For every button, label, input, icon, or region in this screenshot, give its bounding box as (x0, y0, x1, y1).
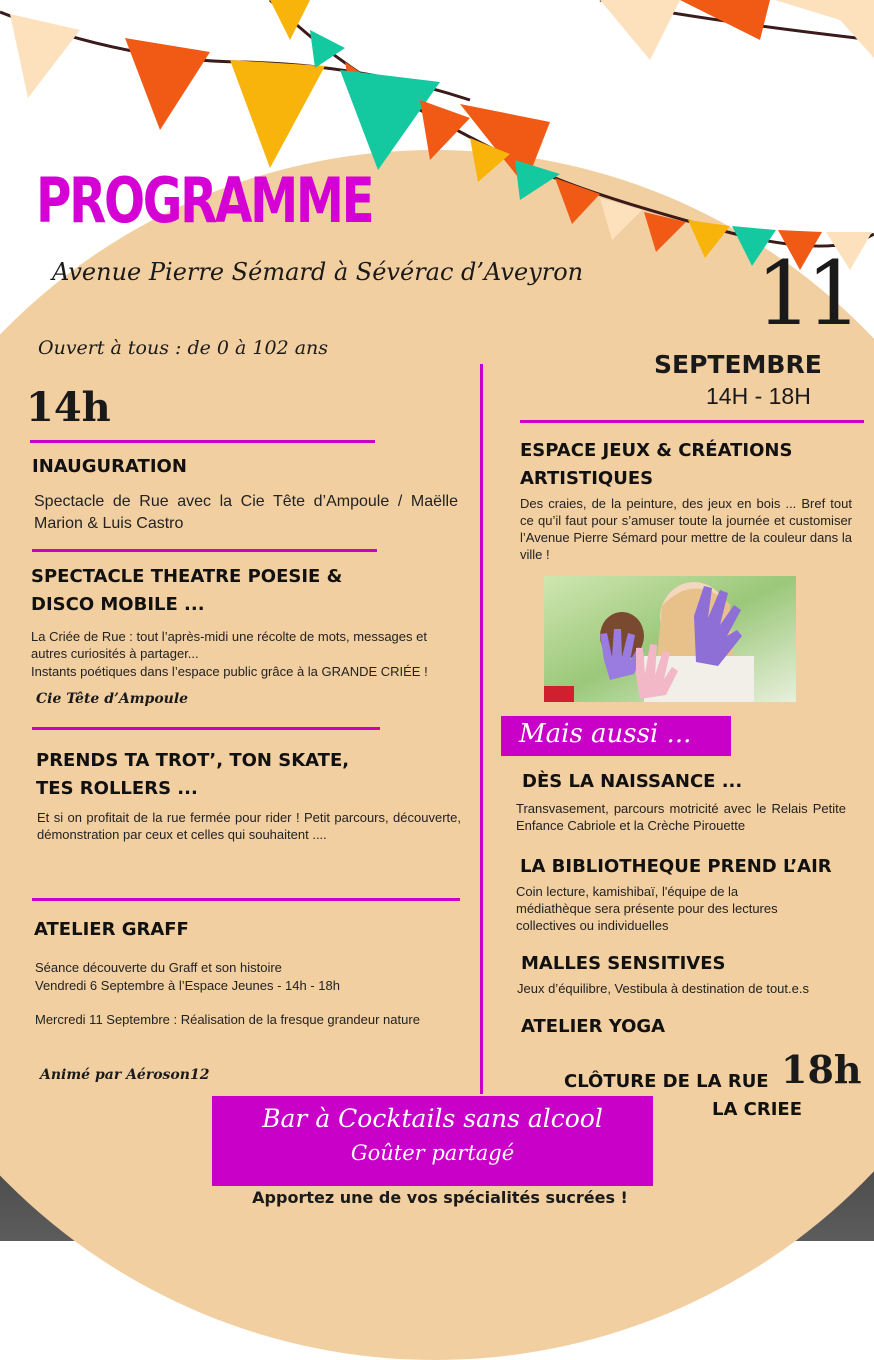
inauguration-text: Spectacle de Rue avec la Cie Tête d’Ampoule / Maëlle Marion & Luis Castro (34, 493, 458, 532)
date-month: SEPTEMBRE (654, 350, 822, 379)
skate-heading-line2: TES ROLLERS ... (36, 778, 198, 799)
graff-text-2: Vendredi 6 Septembre à l’Espace Jeunes - 14h - 18h (35, 978, 340, 993)
theatre-text: La Criée de Rue : tout l’après-midi une récolte de mots, messages et autres curiosités à partager... (31, 629, 427, 661)
jeux-heading-line2: ARTISTIQUES (520, 468, 654, 489)
closing-criee: LA CRIEE (712, 1099, 803, 1120)
mais-aussi-banner: Mais aussi ... (501, 716, 731, 756)
graff-text-3: Mercredi 11 Septembre : Réalisation de la fresque grandeur nature (35, 1012, 420, 1027)
divider (30, 440, 375, 443)
yoga-heading: ATELIER YOGA (521, 1016, 666, 1037)
divider (32, 549, 377, 552)
date-hours: 14H - 18H (706, 383, 811, 409)
graff-text-1: Séance découverte du Graff et son histoire (35, 960, 282, 975)
page-subtitle: Avenue Pierre Sémard à Sévérac d’Aveyron (52, 258, 584, 286)
start-time: 14h (26, 384, 111, 431)
bar-line-1: Bar à Cocktails sans alcool (262, 1104, 603, 1133)
theatre-heading-line1: SPECTACLE THEATRE POESIE & (31, 566, 343, 587)
inauguration-heading: INAUGURATION (32, 456, 187, 477)
bar-banner (212, 1096, 653, 1186)
malles-heading: MALLES SENSITIVES (521, 953, 726, 974)
graff-heading: ATELIER GRAFF (34, 919, 189, 940)
bibliotheque-heading: LA BIBLIOTHEQUE PREND L’AIR (520, 856, 832, 877)
graff-credit: Animé par Aéroson12 (40, 1067, 210, 1083)
page-title: PROGRAMME (36, 164, 373, 237)
naissance-heading: DÈS LA NAISSANCE ... (522, 771, 743, 792)
divider (520, 420, 864, 423)
painted-hands-photo (544, 576, 796, 702)
date-day: 11 (756, 242, 856, 345)
bunting-garland (0, 0, 874, 300)
malles-text: Jeux d’équilibre, Vestibula à destination de tout.e.s (517, 981, 809, 996)
naissance-text: Transvasement, parcours motricité avec le Relais Petite Enfance Cabriole et la Crèche Pirouette (516, 801, 846, 833)
audience-note: Ouvert à tous : de 0 à 102 ans (38, 337, 329, 359)
divider (32, 727, 380, 730)
skate-text: Et si on profitait de la rue fermée pour rider ! Petit parcours, découverte, démonstration par ceux et celles qui souhaitent .... (37, 810, 461, 842)
theatre-heading-line2: DISCO MOBILE ... (31, 594, 205, 615)
theatre-credit: Cie Tête d’Ampoule (36, 691, 189, 707)
divider (32, 898, 460, 901)
bar-line-2: Goûter partagé (350, 1141, 515, 1165)
closing-label: CLÔTURE DE LA RUE (564, 1071, 769, 1092)
closing-time: 18h (781, 1047, 862, 1092)
skate-heading-line1: PRENDS TA TROT’, TON SKATE, (36, 750, 350, 771)
bibliotheque-text: Coin lecture, kamishibaï, l'équipe de la médiathèque sera présente pour des lectures collectives ou individuelles (516, 884, 778, 933)
bring-note: Apportez une de vos spécialités sucrées ! (252, 1188, 628, 1207)
jeux-text: Des craies, de la peinture, des jeux en bois ... Bref tout ce qu’il faut pour s’amuser toute la journée et customiser l’Avenue Pierre Sémard pour mettre de la couleur dans la ville ! (520, 496, 852, 562)
theatre-text-2: Instants poétiques dans l’espace public grâce à la GRANDE CRIÉE ! (31, 664, 428, 679)
column-divider (480, 364, 483, 1094)
jeux-heading-line1: ESPACE JEUX & CRÉATIONS (520, 440, 793, 461)
